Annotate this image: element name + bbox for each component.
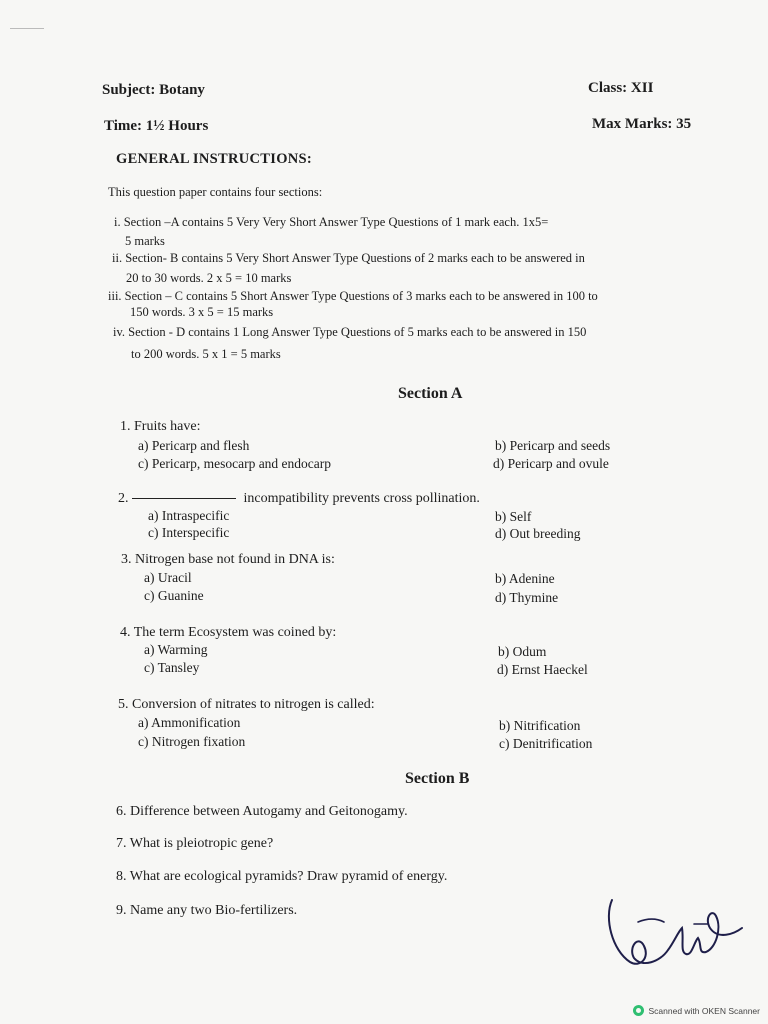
option-d: d) Thymine: [495, 590, 559, 605]
question-stem: 3. Nitrogen base not found in DNA is:: [121, 552, 335, 567]
option-b: b) Self: [495, 509, 532, 524]
instruction-line: 20 to 30 words. 2 x 5 = 10 marks: [126, 271, 292, 285]
scan-edge-mark: [10, 28, 44, 29]
option-a: a) Pericarp and flesh: [138, 438, 250, 453]
option-b: b) Pericarp and seeds: [495, 438, 611, 453]
option-c: c) Tansley: [144, 660, 200, 675]
scanner-text: Scanned with OKEN Scanner: [648, 1005, 760, 1016]
class-label: Class: XII: [588, 80, 654, 96]
instruction-line: 150 words. 3 x 5 = 15 marks: [130, 305, 274, 319]
question-stem: 5. Conversion of nitrates to nitrogen is called:: [118, 697, 375, 712]
signature-icon: [598, 888, 748, 978]
option-d: d) Ernst Haeckel: [497, 662, 588, 677]
option-a: a) Ammonification: [138, 715, 241, 730]
instruction-line: iv. Section - D contains 1 Long Answer Type Questions of 5 marks each to be answered in 150: [113, 325, 587, 339]
scanner-logo-icon: [633, 1005, 644, 1016]
instruction-line: iii. Section – C contains 5 Short Answer Type Questions of 3 marks each to be answered in 100 to: [108, 289, 598, 303]
instruction-line: ii. Section- B contains 5 Very Short Answer Type Questions of 2 marks each to be answered in: [112, 251, 585, 265]
question-text: incompatibility prevents cross pollination.: [243, 491, 480, 506]
question-stem: 4. The term Ecosystem was coined by:: [120, 625, 337, 640]
time-label: Time: 1½ Hours: [104, 118, 209, 134]
instruction-line: i. Section –A contains 5 Very Very Short Answer Type Questions of 1 mark each. 1x5=: [114, 215, 549, 229]
option-c: c) Interspecific: [148, 525, 230, 540]
instructions-intro: This question paper contains four sections:: [108, 185, 323, 199]
question-item: 6. Difference between Autogamy and Geitonogamy.: [116, 804, 408, 819]
option-d: d) Pericarp and ovule: [493, 456, 609, 471]
option-a: a) Uracil: [144, 570, 192, 585]
option-d: d) Out breeding: [495, 526, 581, 541]
question-stem: 1. Fruits have:: [120, 419, 201, 434]
instruction-line: to 200 words. 5 x 1 = 5 marks: [131, 347, 281, 361]
scanner-watermark: [633, 1005, 760, 1016]
option-a: a) Warming: [144, 642, 208, 657]
section-a-title: Section A: [398, 385, 463, 402]
section-b-title: Section B: [405, 770, 470, 787]
question-item: 9. Name any two Bio-fertilizers.: [116, 903, 298, 918]
option-b: b) Adenine: [495, 571, 555, 586]
option-d: c) Denitrification: [499, 736, 593, 751]
max-marks-label: Max Marks: 35: [592, 116, 692, 132]
instruction-line: 5 marks: [125, 234, 165, 248]
option-b: b) Odum: [498, 644, 547, 659]
instructions-title: GENERAL INSTRUCTIONS:: [116, 151, 313, 167]
question-number: 2.: [118, 491, 129, 506]
option-a: a) Intraspecific: [148, 508, 230, 523]
question-stem: [118, 491, 480, 507]
question-item: 8. What are ecological pyramids? Draw pyramid of energy.: [116, 869, 448, 884]
option-b: b) Nitrification: [499, 718, 581, 733]
subject-label: Subject: Botany: [102, 82, 205, 98]
question-item: 7. What is pleiotropic gene?: [116, 836, 274, 851]
option-c: c) Nitrogen fixation: [138, 734, 246, 749]
option-c: c) Guanine: [144, 588, 204, 603]
fill-in-blank: [132, 498, 236, 499]
option-c: c) Pericarp, mesocarp and endocarp: [138, 456, 332, 471]
